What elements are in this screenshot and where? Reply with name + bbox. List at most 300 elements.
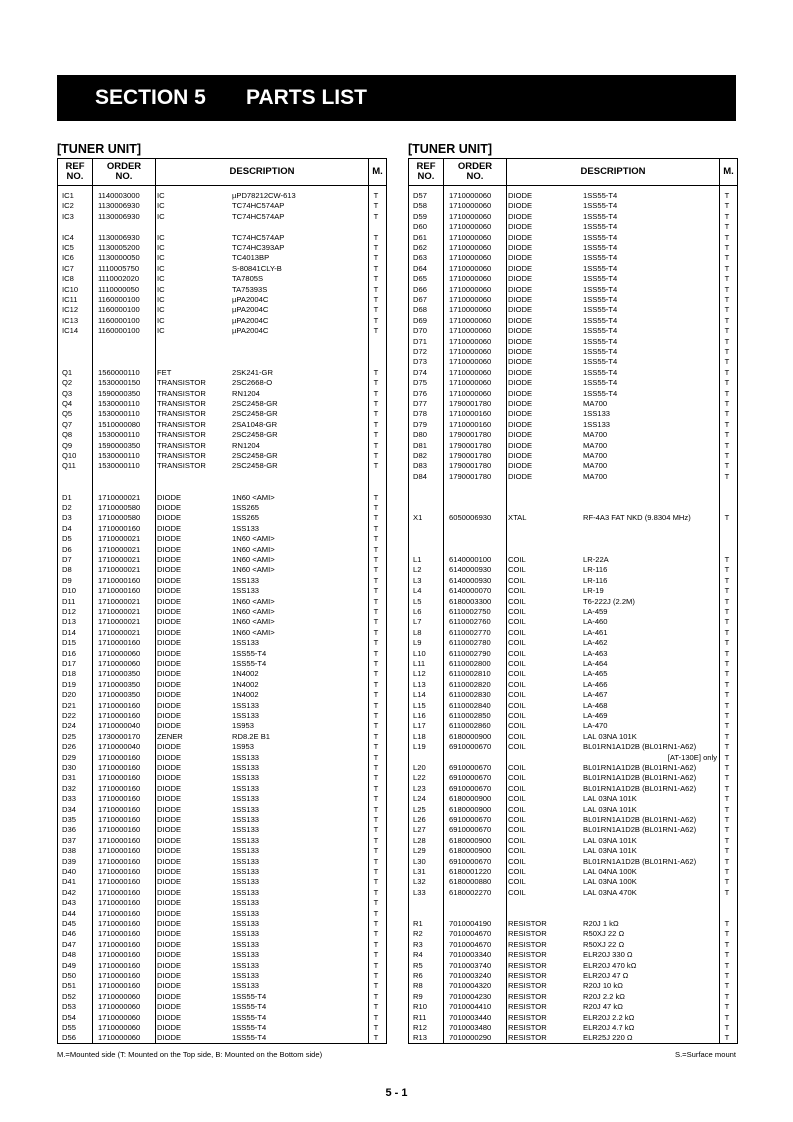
mount-side: T [724,461,730,471]
description: LR-22A [583,555,609,564]
description: 1SS133 [232,804,260,814]
description: LR-116 [583,575,608,585]
mount-side: T [724,232,730,242]
table-row [58,805,386,815]
order-no: 1710000060 [449,315,492,325]
description: 1SS55-T4 [583,253,618,263]
mount-side: T [724,856,730,866]
part-type: DIODE [508,305,533,315]
mount-side: T [724,440,730,450]
ref-no: R6 [413,971,423,980]
description: T6-222J (2.2M) [583,596,635,606]
description: 1SS55-T4 [583,388,618,398]
table-row [58,201,386,211]
mount-side: T [373,971,379,980]
ref-no: D42 [62,887,76,897]
ref-no: L33 [413,887,426,897]
ref-no: Q2 [62,378,73,388]
mount-side: T [373,305,379,315]
mount-side: T [373,274,379,284]
ref-no: D60 [413,222,427,232]
part-type: DIODE [157,492,182,502]
part-type: DIODE [508,471,533,481]
ref-no: D12 [62,607,76,616]
order-no: 1710000160 [98,804,141,814]
part-type: DIODE [157,960,182,970]
table-row [58,243,386,253]
mount-side: T [373,326,379,336]
ref-no: D45 [62,919,76,928]
description: 1SS55-T4 [583,274,618,284]
description: ELR25J 220 Ω [583,1033,633,1043]
table-row [58,763,386,773]
description: µPA2004C [232,295,269,304]
table-row [58,680,386,690]
ref-no: L22 [413,773,426,783]
part-type: DIODE [157,648,182,658]
ref-no: D57 [413,191,427,200]
order-no: 1510000080 [98,419,141,429]
table-row [409,482,737,492]
part-type: COIL [508,877,526,887]
table-row [409,721,737,731]
mount-side: T [373,586,379,596]
ref-no: D71 [413,336,427,346]
order-no: 1160000100 [98,305,140,315]
mount-side: T [724,794,730,804]
order-no: 7010004410 [449,1002,492,1012]
order-no: 1710000160 [98,887,141,897]
order-no: 1530000110 [98,451,140,460]
table-row [409,815,737,825]
part-type: IC [157,315,165,325]
mount-side: T [724,919,730,928]
part-type: DIODE [157,981,182,991]
ref-no: D73 [413,357,427,367]
mount-side: T [373,773,379,783]
order-no: 1710000060 [449,388,492,398]
ref-no: D53 [62,1002,76,1012]
table-row [58,472,386,482]
order-no: 6180000900 [449,846,492,856]
ref-no: D67 [413,295,427,304]
order-no: 1710000060 [449,243,492,252]
ref-no: L7 [413,617,422,627]
mount-side: T [724,638,730,648]
part-type: DIODE [157,939,182,949]
description: 1N60 <AMI> [232,565,275,575]
part-type: TRANSISTOR [157,451,206,460]
order-no: 1710000021 [98,596,141,606]
table-row [58,274,386,284]
part-type: IC [157,191,165,200]
mount-side: T [724,586,730,596]
mount-side: T [724,388,730,398]
part-type: DIODE [157,700,182,710]
col-m-header: M. [723,166,734,177]
description: 1SS55-T4 [232,991,267,1001]
order-no: 1710000060 [98,1023,141,1032]
order-no: 1710000060 [98,1033,141,1043]
order-no: 1710000160 [449,419,492,429]
order-no: 1710000060 [449,378,492,388]
table-row [409,1033,737,1043]
table-row [58,212,386,222]
mount-side: T [724,347,730,356]
table-row [409,399,737,409]
mount-side: T [373,461,379,471]
part-type: DIODE [157,565,182,575]
part-type: DIODE [157,555,182,564]
mount-side: T [373,721,379,731]
mount-side: T [724,596,730,606]
part-type: COIL [508,648,526,658]
mount-side: T [724,575,730,585]
order-no: 6140000070 [449,586,492,596]
table-row [409,773,737,783]
part-type: TRANSISTOR [157,399,206,408]
table-row [58,721,386,731]
mount-side: T [373,960,379,970]
description: 1N60 <AMI> [232,544,275,554]
part-type: DIODE [157,627,182,637]
ref-no: IC4 [62,232,74,242]
part-type: COIL [508,731,526,741]
mount-side: T [724,679,730,689]
table-row [409,212,737,222]
mount-side: T [373,794,379,804]
description: RD8.2E B1 [232,731,270,741]
table-row [409,940,737,950]
order-no: 1130006930 [98,232,140,242]
part-type: COIL [508,835,526,845]
order-no: 1710000160 [98,939,141,949]
mount-side: T [373,815,379,824]
description: 1SS133 [232,825,260,835]
part-type: DIODE [157,638,182,648]
part-type: COIL [508,783,526,793]
description: TA7805S [232,274,264,284]
description: R20J 1 kΩ [583,919,619,928]
part-type: DIODE [157,877,182,887]
order-no: 6180000900 [449,835,492,845]
mount-side: T [373,513,379,523]
order-no: 1710000160 [98,752,141,762]
order-no: 1560000110 [98,367,140,377]
order-no: 1710000160 [98,763,141,772]
part-type: DIODE [157,815,182,824]
mount-side: T [373,919,379,928]
mount-side: T [724,253,730,263]
ref-no: D7 [62,555,72,564]
ref-no: D6 [62,544,72,554]
ref-no: L28 [413,835,426,845]
table-row [409,1023,737,1033]
mount-side: T [724,804,730,814]
table-row [58,711,386,721]
part-type: DIODE [508,191,533,200]
mount-side: T [724,305,730,315]
mount-side: T [373,1023,379,1032]
description: 1SS133 [232,783,260,793]
ref-no: D44 [62,908,76,918]
mount-side: T [373,232,379,242]
order-no: 6180003300 [449,596,492,606]
order-no: 1710000580 [98,503,141,512]
table-row [409,836,737,846]
part-type: COIL [508,804,526,814]
description: 1SS133 [232,856,260,866]
part-type: FET [157,367,172,377]
mount-side: T [724,825,730,835]
description: 1SS133 [232,919,260,928]
part-type: DIODE [508,336,533,346]
part-type: DIODE [157,825,182,835]
table-row [409,513,737,523]
table-row [58,940,386,950]
order-no: 6180000880 [449,877,492,887]
order-no: 1710000060 [449,326,492,336]
ref-no: IC6 [62,253,74,263]
mount-side: T [373,607,379,616]
order-no: 6110002840 [449,700,491,710]
description: [AT-130E] only [667,752,717,762]
description: BL01RN1A1D2B (BL01RN1-A62) [583,763,697,772]
part-type: DIODE [157,596,182,606]
order-no: 7010003740 [449,960,492,970]
part-type: DIODE [508,222,533,232]
description: 1N60 <AMI> [232,492,275,502]
order-no: 6910000670 [449,815,492,824]
table-row [409,742,737,752]
description: 1SS133 [232,846,260,856]
part-type: COIL [508,596,526,606]
table-row [409,607,737,617]
table-row [58,461,386,471]
mount-side: T [724,451,730,460]
description: ELR20J 4.7 kΩ [583,1023,635,1032]
ref-no: R10 [413,1002,427,1012]
ref-no: D21 [62,700,76,710]
part-type: DIODE [157,856,182,866]
part-type: DIODE [157,721,182,731]
order-no: 1530000110 [98,409,140,419]
ref-no: D11 [62,596,76,606]
mount-side: T [373,950,379,960]
ref-no: D14 [62,627,76,637]
table-row [58,929,386,939]
mount-side: T [373,991,379,1001]
ref-no: D47 [62,939,76,949]
table-row [409,409,737,419]
order-no: 1710000060 [98,648,141,658]
ref-no: D46 [62,929,76,939]
part-type: RESISTOR [508,1023,547,1032]
part-type: DIODE [157,908,182,918]
mount-side: T [724,471,730,481]
ref-no: D63 [413,253,427,263]
description: LAL 03NA 101K [583,846,637,856]
order-no: 6110002810 [449,669,491,679]
order-no: 1130005200 [98,243,140,252]
mount-side: T [373,867,379,876]
part-type: COIL [508,867,526,876]
mount-side: T [373,378,379,388]
part-type: COIL [508,575,526,585]
ref-no: R1 [413,919,423,928]
description: 1SS133 [583,409,611,419]
ref-no: L1 [413,555,422,564]
table-row [409,493,737,503]
table-row [58,919,386,929]
table-row [58,399,386,409]
order-no: 1710000060 [449,284,492,294]
ref-no: D51 [62,981,76,991]
description: BL01RN1A1D2B (BL01RN1-A62) [583,815,697,824]
mount-side: T [373,617,379,627]
order-no: 1530000110 [98,461,140,471]
mount-side: T [373,731,379,741]
part-type: DIODE [508,326,533,336]
table-row [58,669,386,679]
ref-no: L27 [413,825,426,835]
part-type: TRANSISTOR [157,430,206,440]
order-no: 1730000170 [98,731,141,741]
table-row [58,295,386,305]
description: 1SS55-T4 [232,659,267,668]
mount-side: T [724,669,730,679]
table-row [58,981,386,991]
description: LA-464 [583,659,608,668]
table-row [58,1013,386,1023]
description: TA75393S [232,284,268,294]
ref-no: L17 [413,721,426,731]
description: MA700 [583,471,608,481]
mount-side: T [373,783,379,793]
mount-side: T [724,929,730,939]
table-row [58,628,386,638]
part-type: DIODE [157,575,182,585]
part-type: DIODE [157,919,182,928]
part-type: RESISTOR [508,960,547,970]
description: BL01RN1A1D2B (BL01RN1-A62) [583,783,697,793]
table-row [409,1002,737,1012]
part-type: DIODE [157,503,182,512]
description: 1N60 <AMI> [232,555,275,564]
mount-side: T [373,929,379,939]
mount-side: T [373,825,379,835]
description: R50XJ 22 Ω [583,939,625,949]
table-row [58,607,386,617]
ref-no: L20 [413,763,426,772]
description: BL01RN1A1D2B (BL01RN1-A62) [583,742,697,752]
mount-side: T [373,752,379,762]
table-row [58,825,386,835]
part-type: RESISTOR [508,950,547,960]
description: 1SS265 [232,513,260,523]
order-no: 1710000021 [98,565,141,575]
order-no: 1710000160 [98,700,141,710]
order-no: 1710000060 [98,991,141,1001]
part-type: COIL [508,825,526,835]
mount-side: T [373,648,379,658]
ref-no: Q1 [62,367,73,377]
ref-no: D48 [62,950,76,960]
description: LA-468 [583,700,608,710]
description: 1N60 <AMI> [232,534,275,544]
ref-no: L2 [413,565,422,575]
order-no: 1790001780 [449,440,492,450]
ref-no: L24 [413,794,426,804]
order-no: 1710000021 [98,544,141,554]
order-no: 6110002780 [449,638,491,648]
table-row [58,857,386,867]
ref-no: D64 [413,263,427,273]
surface-mount-note: S.=Surface mount [675,1050,736,1059]
ref-no: D20 [62,690,76,700]
ref-no: L5 [413,596,422,606]
description: LR-19 [583,586,604,596]
mount-side: T [724,887,730,897]
order-no: 1590000350 [98,440,141,450]
mount-side: T [724,721,730,731]
description: TC74HC574AP [232,211,285,221]
ref-no: D29 [62,752,76,762]
table-row [409,680,737,690]
mount-side: T [724,773,730,783]
mount-side: T [373,627,379,637]
mount-side: T [373,565,379,575]
mount-side: T [373,596,379,606]
ref-no: L9 [413,638,422,648]
description: BL01RN1A1D2B (BL01RN1-A62) [583,856,697,866]
part-type: COIL [508,659,526,668]
description: ELR20J 2.2 kΩ [583,1012,635,1022]
table-row [409,971,737,981]
description: LA-467 [583,690,608,700]
order-no: 6910000670 [449,856,492,866]
part-type: DIODE [508,409,533,419]
description: 1SS133 [232,960,260,970]
ref-no: IC2 [62,201,74,211]
part-type: IC [157,243,165,252]
table-row [58,357,386,367]
table-row [409,472,737,482]
description: LA-460 [583,617,608,627]
part-type: DIODE [157,513,182,523]
part-type: DIODE [508,274,533,284]
right-parts-table [408,158,738,1044]
mount-side: T [373,492,379,502]
table-row [58,503,386,513]
ref-no: Q3 [62,388,73,398]
table-row [409,784,737,794]
description: 2SC2458-GR [232,430,278,440]
table-row [58,753,386,763]
table-row [58,576,386,586]
table-row [58,1023,386,1033]
table-row [409,357,737,367]
table-row [409,201,737,211]
mount-side: T [373,690,379,700]
part-type: DIODE [157,991,182,1001]
mount-side: T [373,669,379,679]
ref-no: L10 [413,648,426,658]
table-row [409,617,737,627]
mount-side: T [373,700,379,710]
part-type: COIL [508,565,526,575]
ref-no: D3 [62,513,72,523]
